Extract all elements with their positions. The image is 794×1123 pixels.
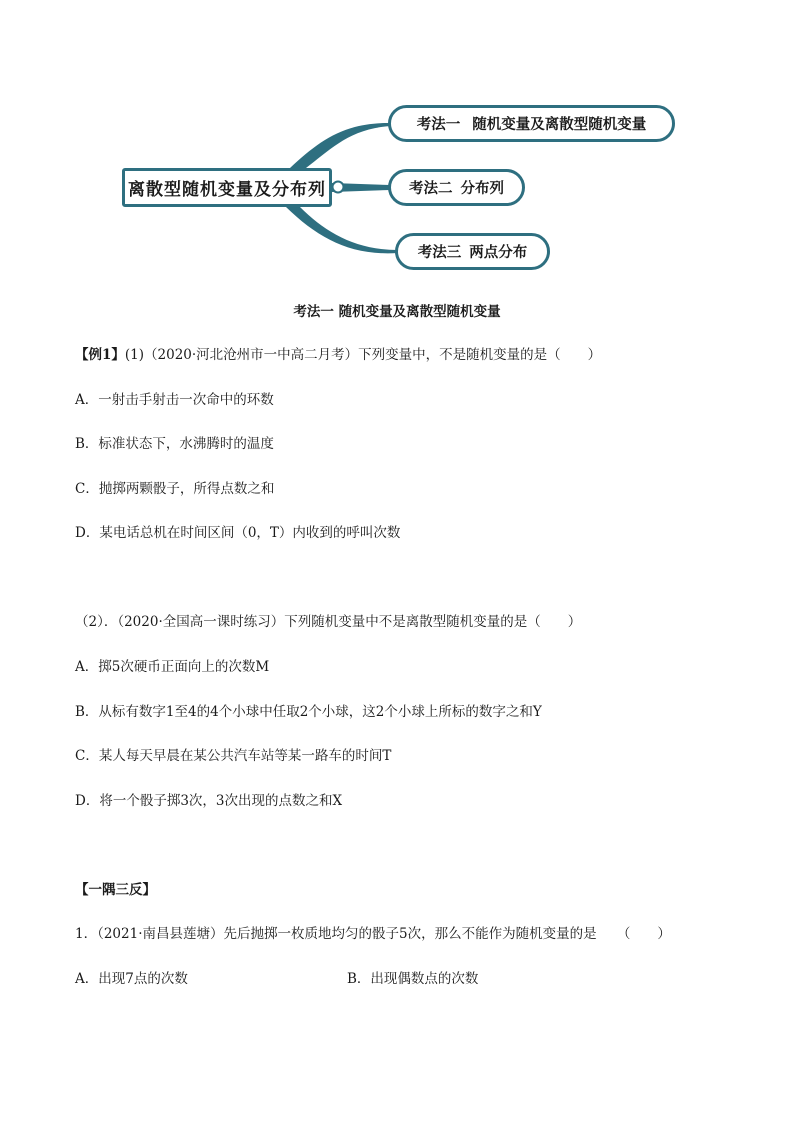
mind-map-root-label: 离散型随机变量及分布列 <box>128 180 326 200</box>
example-1-option-b: B．标准状态下，水沸腾时的温度 <box>75 436 274 452</box>
connector-node-dot <box>333 182 344 193</box>
example-1-question-1 <box>75 344 601 366</box>
example-1-option-c: C．抛掷两颗骰子，所得点数之和 <box>75 481 275 497</box>
mind-map-branch-1 <box>388 105 675 142</box>
mind-map-branch-3 <box>395 233 550 270</box>
mind-map-branch-2 <box>388 169 525 206</box>
practice-question-1: 1．（2021·南昌县莲塘）先后抛掷一枚质地均匀的骰子5次，那么不能作为随机变量的是 （ ） <box>75 926 671 942</box>
example-1-q2-option-c: C．某人每天早晨在某公共汽车站等某一路车的时间T <box>75 748 392 764</box>
example-1-tag: 【例1】 <box>75 347 125 363</box>
example-1-q2-option-b: B．从标有数字1至4的4个小球中任取2个小球，这2个小球上所标的数字之和Y <box>75 704 542 720</box>
branch-1-label: 随机变量及离散型随机变量 <box>472 116 647 133</box>
branch-3-label: 两点分布 <box>469 244 528 261</box>
example-1-q2-option-a: A．掷5次硬币正面向上的次数M <box>75 659 270 675</box>
example-1-option-a: A．一射击手射击一次命中的环数 <box>75 392 274 408</box>
example-1-question-1-text: (1)（2020·河北沧州市一中高二月考）下列变量中，不是随机变量的是（ ） <box>124 347 602 363</box>
mind-map <box>0 0 794 300</box>
example-1-option-d: D．某电话总机在时间区间（0，T）内收到的呼叫次数 <box>75 525 401 541</box>
connector-branch-3 <box>286 207 398 253</box>
branch-1-prefix: 考法一 <box>416 116 461 133</box>
practice-q1-option-a: A．出现7点的次数 <box>75 971 188 987</box>
connector-branch-1 <box>290 123 392 168</box>
example-1-question-2: （2）．（2020·全国高一课时练习）下列随机变量中不是离散型随机变量的是（ ） <box>75 614 582 630</box>
branch-3-prefix: 考法三 <box>417 244 462 261</box>
practice-q1-option-b: B．出现偶数点的次数 <box>347 971 479 987</box>
branch-2-prefix: 考法二 <box>409 180 453 197</box>
mind-map-root <box>122 168 332 207</box>
practice-heading: 【一隅三反】 <box>75 882 156 898</box>
section-title: 考法一 随机变量及离散型随机变量 <box>293 304 501 320</box>
branch-2-label: 分布列 <box>460 180 504 197</box>
example-1-q2-option-d: D．将一个骰子掷3次，3次出现的点数之和X <box>75 793 343 809</box>
